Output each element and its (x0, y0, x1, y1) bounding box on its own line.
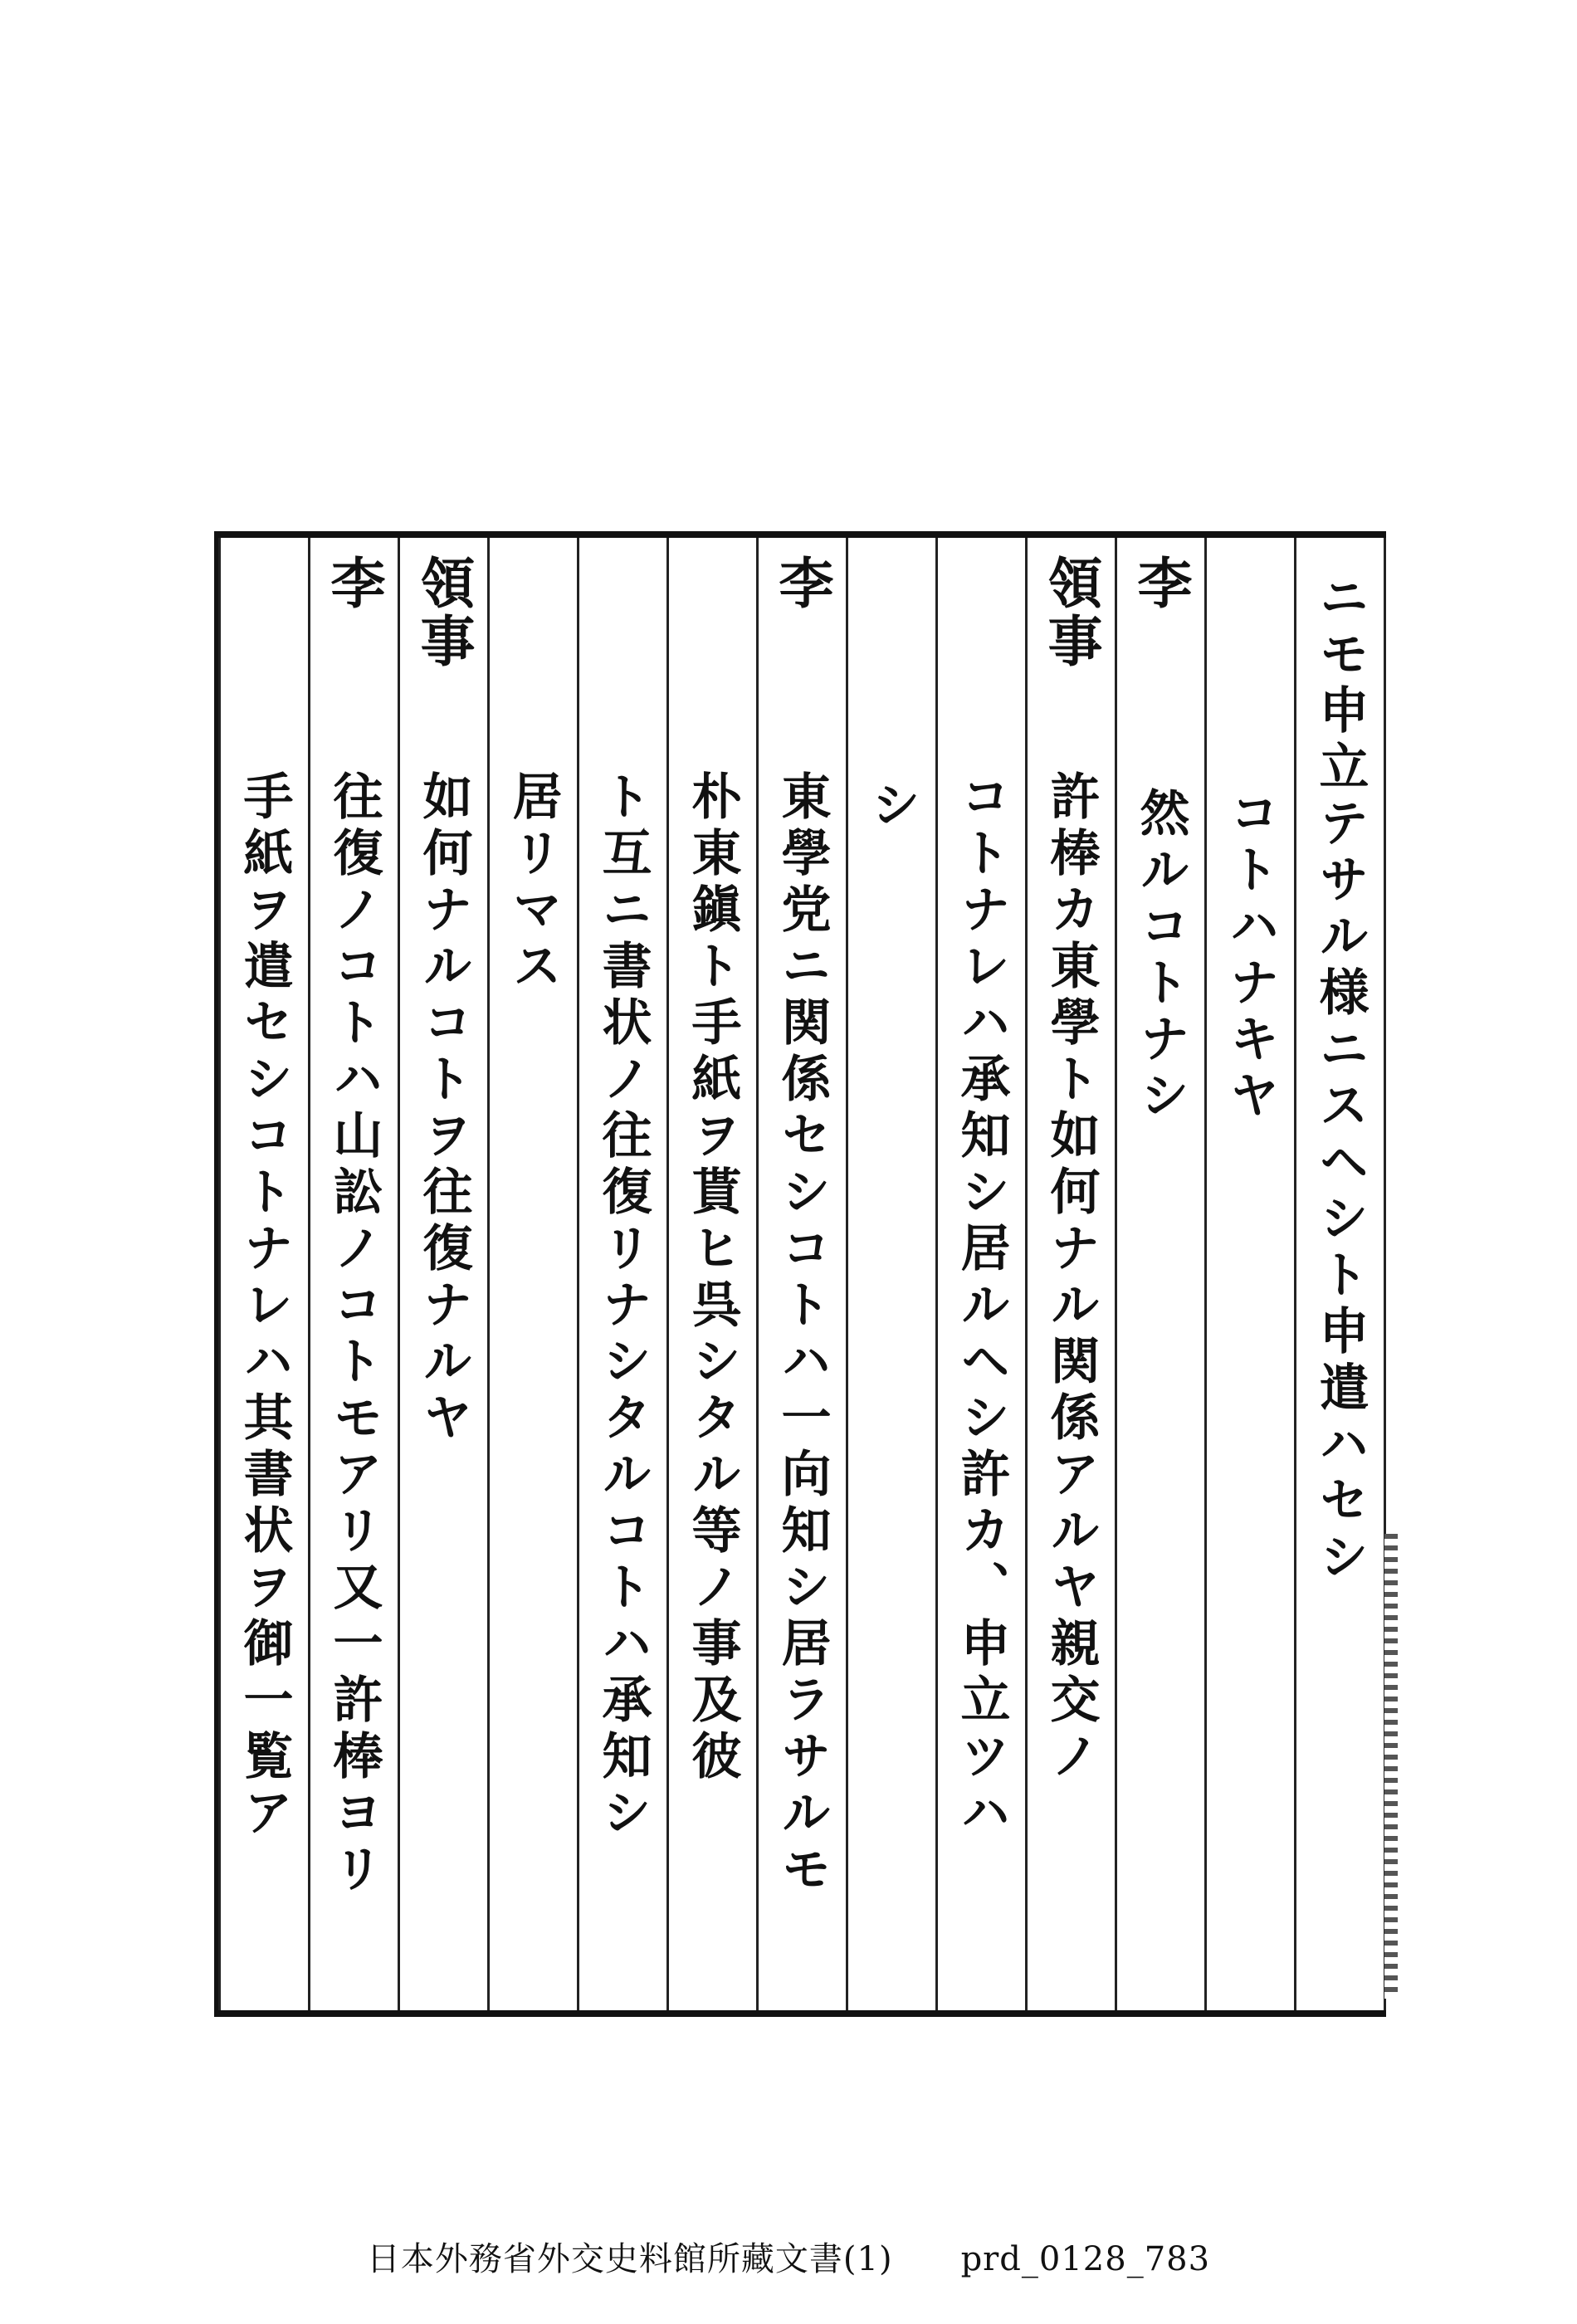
speaker-label: 領事 (411, 554, 476, 671)
column-9 (577, 538, 666, 2010)
column-text: ニモ申立テサル様ニスヘシト申遣ハセシ (1311, 571, 1370, 1587)
column-2 (1204, 538, 1294, 2010)
column-5 (935, 538, 1025, 2010)
speaker-label: 李 (1128, 554, 1193, 613)
archive-caption: 日本外務省外交史料館所藏文書(1) prd_0128_783 (366, 2240, 1211, 2278)
column-text: ト互ニ書状ノ往復リナシタルコトハ承知シ (593, 770, 652, 1843)
column-8 (666, 538, 756, 2010)
column-text: 居リマス (504, 770, 563, 996)
column-text: 如何ナルコトヲ往復ナルヤ (414, 770, 473, 1448)
column-text: シ (862, 779, 921, 835)
column-12 (308, 538, 398, 2010)
binding-edge-marks (1384, 1534, 1398, 1999)
column-10 (487, 538, 577, 2010)
column-text: 許棒カ東學ト如何ナル関係アルヤ親交ノ (1042, 770, 1101, 1786)
column-text: 往復ノコトハ山訟ノコトモアリ又一許棒ヨリ (325, 770, 383, 1899)
speaker-label: 李 (321, 554, 386, 613)
column-6 (846, 538, 935, 2010)
column-text: 手紙ヲ遣セシコトナレハ其書状ヲ御一覧ア (235, 770, 294, 1843)
column-11 (398, 538, 487, 2010)
column-text: 朴東鎭ト手紙ヲ貰ヒ呉シタル等ノ事及彼 (683, 770, 742, 1786)
column-text: 東學党ニ関係セシコトハ一向知シ居ラサルモ (773, 770, 832, 1899)
column-7 (756, 538, 846, 2010)
manuscript-page (214, 531, 1386, 2017)
speaker-label: 李 (769, 554, 834, 613)
speaker-label: 領事 (1038, 554, 1103, 671)
column-3 (1115, 538, 1204, 2010)
column-4 (1025, 538, 1115, 2010)
text-columns (218, 538, 1386, 2010)
column-text: 然ルコトナシ (1131, 787, 1190, 1125)
column-1 (1294, 538, 1386, 2010)
column-text: コトナレハ承知シ居ルヘシ許カ、申立ツハ (952, 770, 1011, 1843)
column-text: コトハナキヤ (1221, 787, 1280, 1125)
column-13 (218, 538, 308, 2010)
